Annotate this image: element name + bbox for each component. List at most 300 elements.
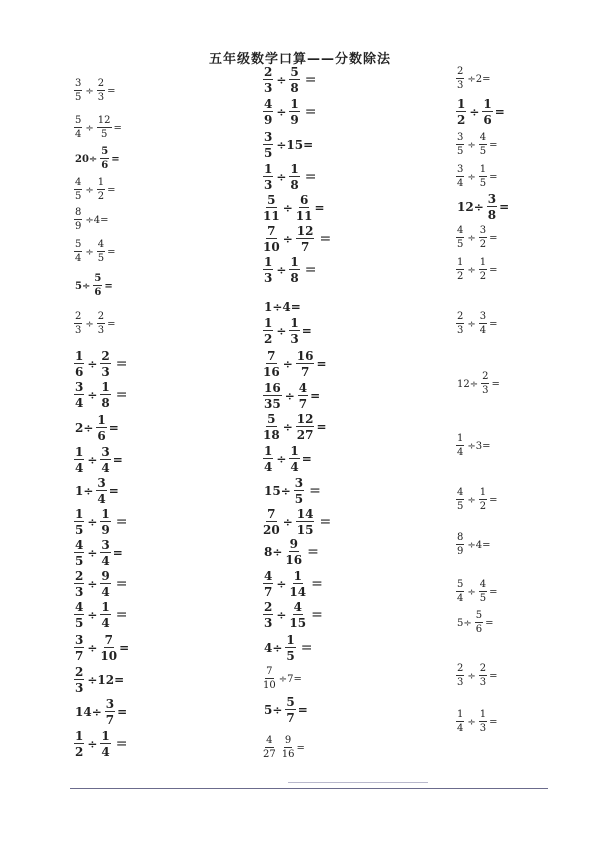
operator-text: 12÷ xyxy=(457,378,479,390)
denominator: 18 xyxy=(263,428,280,442)
numerator: 5 xyxy=(286,695,295,709)
equals-sign: = xyxy=(489,494,498,506)
fraction xyxy=(296,508,315,536)
numerator: 1 xyxy=(75,445,84,459)
problem xyxy=(262,225,331,253)
fraction xyxy=(289,445,299,473)
denominator: 4 xyxy=(97,492,106,506)
denominator: 9 xyxy=(264,113,273,127)
numerator: 12 xyxy=(97,115,111,126)
denominator: 4 xyxy=(101,745,110,759)
equals-sign: = xyxy=(301,324,312,338)
fraction xyxy=(74,730,84,758)
problem xyxy=(455,370,500,398)
denominator: 5 xyxy=(479,593,487,604)
numerator: 2 xyxy=(482,371,489,382)
operator-text: ÷ xyxy=(467,232,476,244)
numerator: 5 xyxy=(457,579,464,590)
operator-text: 8÷ xyxy=(264,545,283,559)
denominator: 4 xyxy=(75,461,84,475)
numerator: 2 xyxy=(457,663,464,674)
fraction xyxy=(263,225,280,253)
operator-text: ÷ xyxy=(87,641,98,655)
problem xyxy=(73,508,128,536)
fraction xyxy=(100,350,110,378)
denominator: 7 xyxy=(298,397,308,411)
operator-text: ÷12= xyxy=(87,673,125,687)
fraction xyxy=(74,666,84,694)
denominator: 5 xyxy=(479,146,487,157)
denominator: 5 xyxy=(479,178,487,189)
numerator: 1 xyxy=(290,255,299,269)
denominator: 14 xyxy=(289,585,307,599)
denominator: 3 xyxy=(264,178,273,192)
denominator: 8 xyxy=(101,396,110,410)
equals-sign: = xyxy=(311,576,323,592)
denominator: 2 xyxy=(479,501,487,512)
operator-text: 20÷ xyxy=(75,153,98,165)
numerator: 7 xyxy=(267,349,276,363)
denominator: 3 xyxy=(290,332,299,346)
problem xyxy=(262,256,317,284)
denominator: 3 xyxy=(264,81,273,95)
numerator: 3 xyxy=(457,132,464,143)
equals-sign: = xyxy=(111,153,120,165)
numerator: 1 xyxy=(290,316,299,330)
numerator: 1 xyxy=(483,97,492,111)
problem xyxy=(455,256,498,284)
fraction xyxy=(100,634,117,662)
denominator: 8 xyxy=(290,81,299,95)
denominator: 4 xyxy=(101,554,110,568)
denominator: 11 xyxy=(295,209,313,223)
fraction xyxy=(456,488,464,512)
equals-sign: = xyxy=(491,378,500,390)
denominator: 3 xyxy=(264,616,273,630)
equals-sign: = xyxy=(107,318,116,330)
denominator: 3 xyxy=(75,325,82,336)
fraction xyxy=(74,79,82,103)
numerator: 3 xyxy=(105,697,115,711)
problem xyxy=(73,206,111,234)
problem xyxy=(455,131,498,159)
fraction xyxy=(74,240,82,264)
equals-sign: = xyxy=(108,484,119,498)
fraction xyxy=(479,133,487,157)
numerator: 1 xyxy=(457,709,464,720)
fraction xyxy=(289,98,299,126)
numerator: 3 xyxy=(457,164,464,175)
fraction xyxy=(479,710,487,734)
operator-text: ÷ xyxy=(85,122,94,134)
problem xyxy=(262,131,315,159)
numerator: 4 xyxy=(479,579,487,590)
fraction xyxy=(479,580,487,604)
footer-divider-short xyxy=(288,782,428,783)
equals-sign: = xyxy=(115,356,128,372)
numerator: 4 xyxy=(293,600,302,614)
numerator: 5 xyxy=(75,239,82,250)
numerator: 1 xyxy=(264,255,273,269)
denominator: 4 xyxy=(75,396,84,410)
fraction xyxy=(74,381,84,409)
operator-text: ÷ xyxy=(467,171,476,183)
problem xyxy=(73,272,113,300)
operator-text: ÷ xyxy=(87,388,98,402)
denominator: 7 xyxy=(300,365,310,379)
numerator: 1 xyxy=(457,257,464,268)
denominator: 6 xyxy=(475,624,483,635)
denominator: 11 xyxy=(263,209,280,223)
problem xyxy=(73,77,116,105)
numerator: 5 xyxy=(267,412,276,426)
fraction xyxy=(74,208,82,232)
operator-text: 1÷4= xyxy=(264,300,301,314)
denominator: 27 xyxy=(263,749,276,760)
problem xyxy=(73,114,122,142)
numerator: 7 xyxy=(267,507,276,521)
denominator: 4 xyxy=(101,585,110,599)
numerator: 3 xyxy=(97,476,106,490)
fraction xyxy=(263,98,273,126)
numerator: 1 xyxy=(286,633,295,647)
equals-sign: = xyxy=(489,716,498,728)
problem xyxy=(262,382,320,410)
operator-text: ÷4= xyxy=(467,539,491,551)
fraction xyxy=(100,601,110,629)
fraction xyxy=(263,131,273,159)
equals-sign: = xyxy=(108,421,119,435)
denominator: 3 xyxy=(457,325,464,336)
operator-text: ÷ xyxy=(87,453,98,467)
fraction xyxy=(100,570,110,598)
problem xyxy=(262,665,304,693)
operator-text: ÷ xyxy=(284,389,295,403)
problem xyxy=(262,98,317,126)
numerator: 1 xyxy=(290,162,299,176)
denominator: 3 xyxy=(75,585,84,599)
denominator: 20 xyxy=(263,523,280,537)
fraction xyxy=(456,165,464,189)
fraction xyxy=(479,258,487,282)
numerator: 7 xyxy=(267,224,276,238)
fraction xyxy=(263,736,276,760)
fraction xyxy=(282,736,295,760)
denominator: 7 xyxy=(75,649,84,663)
fraction xyxy=(479,312,487,336)
numerator: 1 xyxy=(457,97,466,111)
numerator: 1 xyxy=(75,349,84,363)
fraction xyxy=(263,667,276,691)
operator-text: ÷ xyxy=(467,670,476,682)
numerator: 1 xyxy=(293,569,302,583)
operator-text: ÷ xyxy=(282,515,293,529)
fraction xyxy=(296,350,315,378)
denominator: 4 xyxy=(101,461,110,475)
operator-text: 15÷ xyxy=(264,484,291,498)
operator-text: ÷ xyxy=(87,515,98,529)
fraction xyxy=(97,240,105,264)
denominator: 4 xyxy=(101,616,110,630)
denominator: 2 xyxy=(479,271,487,282)
denominator: 4 xyxy=(457,178,464,189)
equals-sign: = xyxy=(107,246,116,258)
denominator: 3 xyxy=(97,92,105,103)
denominator: 10 xyxy=(263,240,280,254)
numerator: 5 xyxy=(267,193,276,207)
numerator: 4 xyxy=(457,487,464,498)
denominator: 3 xyxy=(101,365,110,379)
numerator: 3 xyxy=(101,445,110,459)
fraction xyxy=(456,67,464,91)
numerator: 1 xyxy=(479,257,487,268)
denominator: 5 xyxy=(457,146,464,157)
numerator: 7 xyxy=(266,666,273,677)
numerator: 1 xyxy=(101,600,110,614)
equals-sign: = xyxy=(112,546,123,560)
numerator: 16 xyxy=(264,381,281,395)
operator-text: ÷7= xyxy=(278,673,302,685)
numerator: 3 xyxy=(479,225,487,236)
problem xyxy=(455,662,498,690)
denominator: 10 xyxy=(100,649,118,663)
numerator: 3 xyxy=(75,380,84,394)
operator-text: ÷ xyxy=(467,139,476,151)
problem xyxy=(455,65,493,93)
denominator: 7 xyxy=(300,240,310,254)
numerator: 8 xyxy=(75,207,82,218)
operator-text: ÷4= xyxy=(85,214,109,226)
numerator: 1 xyxy=(264,444,273,458)
problem xyxy=(262,163,317,191)
numerator: 4 xyxy=(97,239,105,250)
numerator: 9 xyxy=(101,569,110,583)
denominator: 5 xyxy=(100,129,108,140)
numerator: 4 xyxy=(266,735,273,746)
fraction xyxy=(456,434,464,458)
fraction xyxy=(74,508,84,536)
problem xyxy=(262,508,331,536)
fraction xyxy=(289,256,299,284)
equals-sign: = xyxy=(310,389,321,403)
fraction xyxy=(100,446,110,474)
equals-sign: = xyxy=(113,122,122,134)
denominator: 6 xyxy=(101,160,109,171)
fraction xyxy=(263,66,273,94)
numerator: 1 xyxy=(101,380,110,394)
equals-sign: = xyxy=(304,262,317,278)
numerator: 1 xyxy=(264,316,273,330)
equals-sign: = xyxy=(115,514,128,530)
fraction xyxy=(74,312,82,336)
problem xyxy=(455,98,505,126)
fraction xyxy=(100,381,110,409)
denominator: 5 xyxy=(457,239,464,250)
fraction xyxy=(475,611,483,635)
equals-sign: = xyxy=(489,264,498,276)
operator-text: ÷3= xyxy=(467,440,491,452)
fraction xyxy=(96,414,106,442)
problem xyxy=(262,477,321,505)
problem xyxy=(455,486,498,514)
operator-text: ÷ xyxy=(276,608,287,622)
denominator: 9 xyxy=(101,523,110,537)
problem xyxy=(73,176,116,204)
equals-sign: = xyxy=(115,576,128,592)
problem xyxy=(73,310,116,338)
fraction xyxy=(289,163,299,191)
numerator: 3 xyxy=(479,311,487,322)
numerator: 3 xyxy=(75,78,82,89)
equals-sign: = xyxy=(301,452,312,466)
numerator: 1 xyxy=(290,444,299,458)
numerator: 1 xyxy=(479,164,487,175)
fraction xyxy=(285,696,295,724)
equals-sign: = xyxy=(485,617,494,629)
numerator: 2 xyxy=(457,311,464,322)
numerator: 3 xyxy=(264,130,273,144)
denominator: 4 xyxy=(75,253,82,264)
problem xyxy=(262,696,308,724)
fraction xyxy=(479,488,487,512)
problem xyxy=(262,538,319,566)
operator-text: ÷ xyxy=(467,716,476,728)
equals-sign: = xyxy=(309,483,321,499)
fraction xyxy=(74,634,84,662)
equals-sign: = xyxy=(489,670,498,682)
problem xyxy=(73,446,123,474)
fraction xyxy=(482,98,492,126)
fraction xyxy=(97,79,105,103)
denominator: 9 xyxy=(290,113,299,127)
operator-text: ÷ xyxy=(85,318,94,330)
equals-sign: = xyxy=(297,703,308,717)
fraction xyxy=(74,601,84,629)
problem xyxy=(73,238,116,266)
fraction xyxy=(74,539,84,567)
fraction xyxy=(263,317,273,345)
operator-text: 12÷ xyxy=(457,200,484,214)
equals-sign: = xyxy=(316,357,327,371)
operator-text: 5÷ xyxy=(264,703,283,717)
equals-sign: = xyxy=(115,607,128,623)
numerator: 3 xyxy=(487,192,497,206)
problem xyxy=(262,413,327,441)
fraction xyxy=(285,634,295,662)
fraction xyxy=(263,570,273,598)
numerator: 8 xyxy=(457,532,464,543)
equals-sign: = xyxy=(489,232,498,244)
fraction xyxy=(263,350,280,378)
numerator: 1 xyxy=(101,729,110,743)
operator-text: ÷ xyxy=(276,73,287,87)
fraction xyxy=(74,116,82,140)
denominator: 3 xyxy=(264,271,273,285)
denominator: 9 xyxy=(75,221,82,232)
fraction xyxy=(263,382,282,410)
numerator: 14 xyxy=(296,507,314,521)
operator-text: ÷ xyxy=(276,577,287,591)
fraction xyxy=(289,66,299,94)
numerator: 2 xyxy=(75,665,84,679)
denominator: 8 xyxy=(290,271,299,285)
operator-text: ÷ xyxy=(467,494,476,506)
equals-sign: = xyxy=(304,169,317,185)
fraction xyxy=(479,165,487,189)
problem xyxy=(455,432,493,460)
numerator: 3 xyxy=(294,476,304,490)
fraction xyxy=(456,580,464,604)
operator-text: ÷ xyxy=(282,357,293,371)
operator-text: 14÷ xyxy=(75,705,102,719)
fraction xyxy=(294,477,304,505)
denominator: 5 xyxy=(294,492,304,506)
operator-text: 2÷ xyxy=(75,421,94,435)
fraction xyxy=(296,194,313,222)
problem xyxy=(455,163,498,191)
denominator: 15 xyxy=(296,523,314,537)
fraction xyxy=(296,225,315,253)
operator-text: ÷ xyxy=(276,105,287,119)
operator-text: ÷ xyxy=(87,577,98,591)
denominator: 5 xyxy=(457,501,464,512)
equals-sign: = xyxy=(314,201,325,215)
denominator: 3 xyxy=(457,80,464,91)
fraction xyxy=(289,570,306,598)
denominator: 2 xyxy=(457,113,466,127)
fraction xyxy=(487,193,497,221)
problem xyxy=(455,708,498,736)
problem xyxy=(73,570,128,598)
problem xyxy=(73,601,128,629)
equals-sign: = xyxy=(115,387,128,403)
operator-text: ÷ xyxy=(87,737,98,751)
footer-divider xyxy=(70,788,548,789)
problem xyxy=(73,730,128,758)
numerator: 1 xyxy=(97,413,106,427)
fraction xyxy=(263,163,273,191)
operator-text: 5÷ xyxy=(457,617,472,629)
denominator: 2 xyxy=(457,271,464,282)
operator-text: ÷ xyxy=(85,184,94,196)
problem xyxy=(262,317,312,345)
numerator: 4 xyxy=(479,132,487,143)
problem xyxy=(455,578,498,606)
problem xyxy=(455,193,509,221)
denominator: 3 xyxy=(75,681,84,695)
equals-sign: = xyxy=(119,641,130,655)
denominator: 5 xyxy=(75,616,84,630)
numerator: 2 xyxy=(75,311,82,322)
denominator: 10 xyxy=(263,680,276,691)
denominator: 2 xyxy=(97,191,105,202)
denominator: 4 xyxy=(457,723,464,734)
denominator: 7 xyxy=(264,585,273,599)
numerator: 5 xyxy=(94,273,102,284)
fraction xyxy=(74,570,84,598)
equals-sign: = xyxy=(499,200,510,214)
operator-text: ÷ xyxy=(87,357,98,371)
operator-text: ÷ xyxy=(85,246,94,258)
fraction xyxy=(479,664,487,688)
fraction xyxy=(456,133,464,157)
operator-text: ÷ xyxy=(87,608,98,622)
problem xyxy=(73,477,119,505)
fraction xyxy=(74,178,82,202)
denominator: 5 xyxy=(75,92,82,103)
equals-sign: = xyxy=(316,420,327,434)
fraction xyxy=(456,226,464,250)
